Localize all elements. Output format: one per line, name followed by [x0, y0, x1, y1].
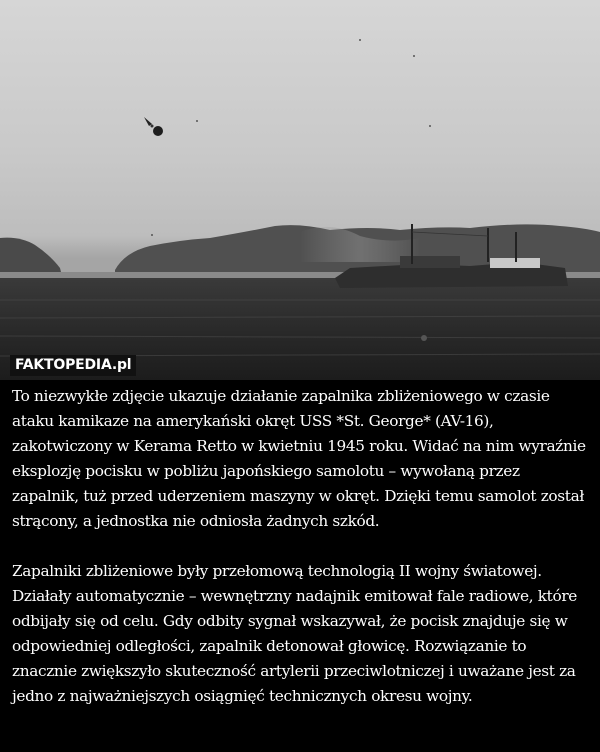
caption-text: [0, 380, 600, 709]
caption-paragraph-1: To niezwykłe zdjęcie ukazuje działanie zapalnika zbliżeniowego w czasie ataku kamikaze na amerykański okręt USS *St. George* (AV-16), zakotwiczony w Kerama Retto w kwietniu 1945 roku. Widać na nim wyraźnie eksplozję pocisku w pobliżu japońskiego samolotu – wywołaną przez zapalnik, tuż przed uderzeniem maszyny w okręt. Dzięki temu samolot został strącony, a jednostka nie odniosła żadnych szkód.: [12, 387, 586, 530]
hills-left: [0, 238, 62, 276]
caption-paragraph-2: Zapalniki zbliżeniowe były przełomową technologią II wojny światowej. Działały automatycznie – wewnętrzny nadajnik emitował fale radiowe, które odbijały się od celu. Gdy odbity sygnał wskazywał, że pocisk znajduje się w odpowiedniej odległości, zapalnik detonował głowicę. Rozwiązanie to znacznie zwiększyło skuteczność artylerii przeciwlotniczej i uważane jest za jedno z najważniejszych osiągnięć technicznych okresu wojny.: [12, 562, 578, 705]
watermark-logo: FAKTOPEDIA.pl: [10, 355, 136, 376]
kamikaze-plane-explosion: [144, 117, 163, 136]
